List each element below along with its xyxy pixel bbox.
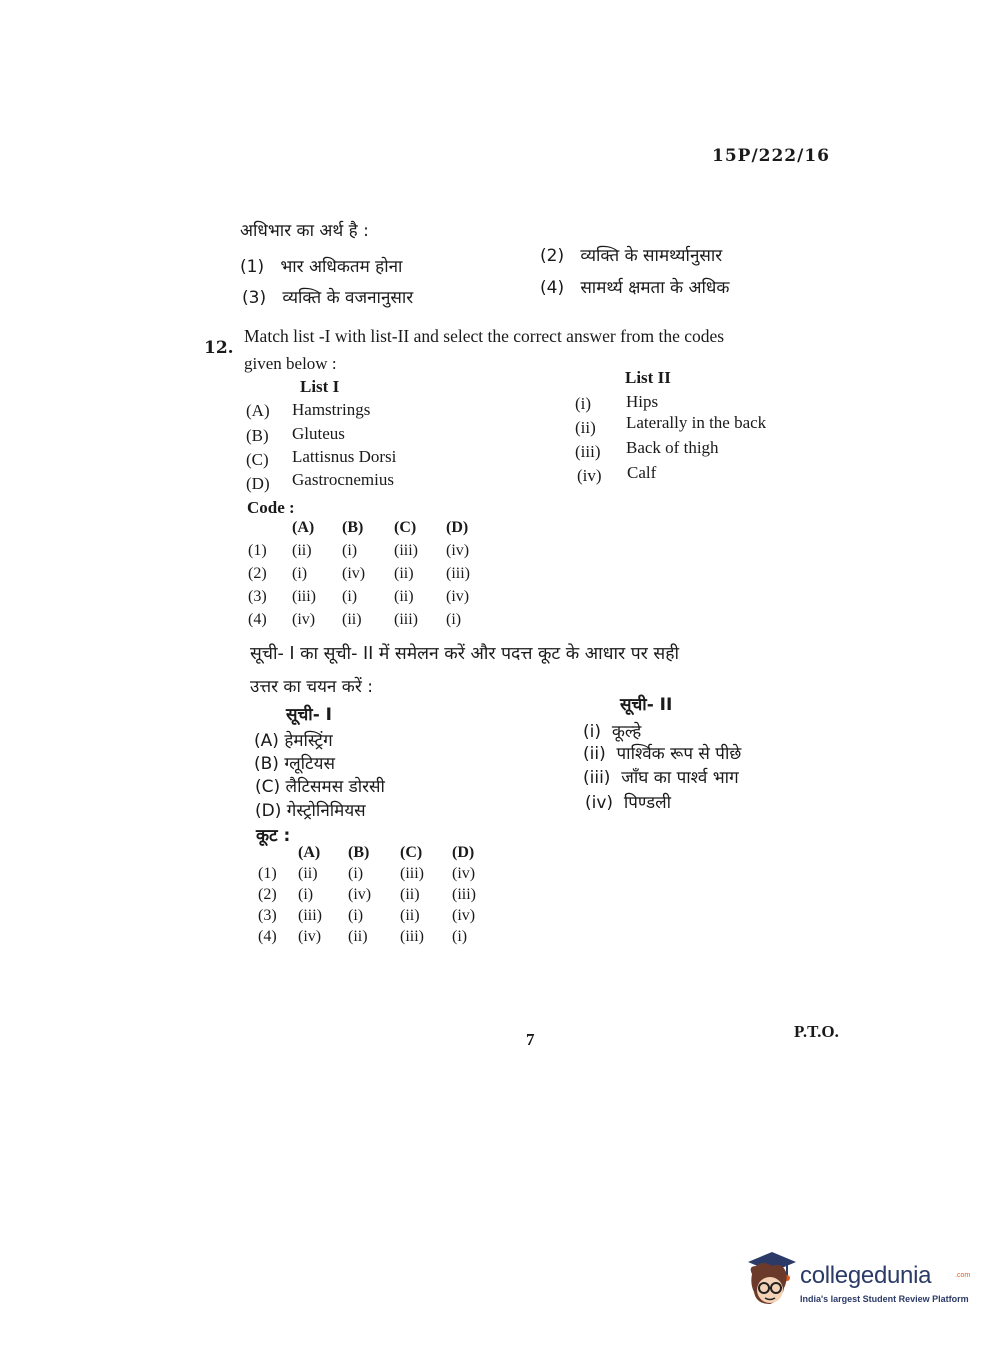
list1-item-text: Gluteus <box>292 424 345 443</box>
code-row-number: (4) <box>258 928 277 945</box>
option-text: व्यक्ति के सामर्थ्यानुसार <box>580 246 723 266</box>
q11-option-4 <box>540 275 729 298</box>
code-header: (A) <box>298 844 321 861</box>
q12-hindi-stem-line2: उत्तर का चयन करें : <box>250 677 373 697</box>
code-cell: (iv) <box>452 865 476 882</box>
hindi-list1-title: सूची- I <box>286 705 332 725</box>
paper-code: 15P/222/16 <box>712 146 831 166</box>
list2-item: (iv) <box>577 466 602 485</box>
pto-label: P.T.O. <box>794 1022 839 1041</box>
code-cell: (iv) <box>446 588 470 605</box>
list2-item-text: Calf <box>627 463 657 482</box>
q11-option-2 <box>540 243 722 266</box>
list1-item-text: Gastrocnemius <box>292 470 394 489</box>
code-header: (A) <box>292 519 315 536</box>
code-cell: (iii) <box>446 565 470 582</box>
option-number: (3) <box>242 288 267 308</box>
q12-stem-line2: given below : <box>244 354 337 373</box>
code-cell: (ii) <box>348 928 368 945</box>
code-cell: (iv) <box>292 611 316 628</box>
code-cell: (iv) <box>452 907 476 924</box>
code-cell: (iii) <box>394 611 418 628</box>
list2-item: (ii) <box>575 418 596 437</box>
list1-item-text: Lattisnus Dorsi <box>292 447 397 466</box>
code-header: (B) <box>342 519 364 536</box>
q11-option-3 <box>242 285 413 308</box>
code-cell: (i) <box>292 565 308 582</box>
code-cell: (i) <box>342 588 358 605</box>
hindi-list2-item: (iv) पिण्डली <box>585 793 672 813</box>
code-cell: (iv) <box>348 886 372 903</box>
code-table <box>248 519 486 629</box>
code-cell: (ii) <box>400 907 420 924</box>
code-cell: (i) <box>452 928 468 945</box>
code-cell: (iv) <box>446 542 470 559</box>
list1-item-text: Hamstrings <box>292 400 371 419</box>
code-row-number: (3) <box>248 588 267 605</box>
code-header: (C) <box>394 519 417 536</box>
code-cell: (ii) <box>394 588 414 605</box>
hindi-code-table <box>258 844 492 946</box>
hindi-list1-item: (D) गेस्ट्रोनिमियस <box>255 801 366 821</box>
code-cell: (ii) <box>400 886 420 903</box>
code-label: Code : <box>247 498 295 517</box>
hindi-list2-title: सूची- II <box>620 695 673 715</box>
code-cell: (i) <box>446 611 462 628</box>
code-header: (B) <box>348 844 370 861</box>
code-header: (D) <box>446 519 469 536</box>
code-cell: (ii) <box>394 565 414 582</box>
option-text: भार अधिकतम होना <box>280 257 403 277</box>
code-cell: (ii) <box>342 611 362 628</box>
code-cell: (ii) <box>298 865 318 882</box>
code-cell: (iv) <box>298 928 322 945</box>
code-cell: (i) <box>348 907 364 924</box>
question-number: 12. <box>204 338 234 358</box>
hindi-list2-item: (iii) जाँघ का पार्श्व भाग <box>583 768 739 788</box>
code-cell: (i) <box>342 542 358 559</box>
list2-item-text: Hips <box>626 392 659 411</box>
list1-item: (C) <box>246 450 269 469</box>
code-cell: (iii) <box>394 542 418 559</box>
hindi-list2-item: (i) कूल्हे <box>583 722 642 742</box>
q12-stem-line1: Match list -I with list-II and select the correct answer from the codes <box>244 326 725 346</box>
code-cell: (ii) <box>292 542 312 559</box>
code-cell: (iii) <box>452 886 476 903</box>
hindi-list2-item: (ii) पार्श्विक रूप से पीछे <box>583 744 742 764</box>
list1-item: (B) <box>246 426 269 445</box>
code-cell: (iv) <box>342 565 366 582</box>
code-cell: (iii) <box>292 588 316 605</box>
brand-suffix: .com <box>955 1272 971 1279</box>
list1-item: (A) <box>246 401 270 420</box>
list1-title: List I <box>300 377 340 396</box>
code-cell: (iii) <box>400 928 424 945</box>
collegedunia-logo <box>742 1248 972 1318</box>
page-number: 7 <box>526 1030 535 1049</box>
list2-title: List II <box>625 368 671 387</box>
list2-item: (i) <box>575 394 592 413</box>
code-row-number: (4) <box>248 611 267 628</box>
code-row-number: (2) <box>248 565 267 582</box>
code-header: (D) <box>452 844 475 861</box>
option-number: (2) <box>540 246 565 266</box>
code-cell: (i) <box>348 865 364 882</box>
option-number: (1) <box>240 257 265 277</box>
q11-hindi-stem: अधिभार का अर्थ है : <box>240 221 369 241</box>
list2-item: (iii) <box>575 442 601 461</box>
code-row-number: (2) <box>258 886 277 903</box>
option-text: व्यक्ति के वजनानुसार <box>282 288 414 308</box>
hindi-list1-item: (A) हेमस्ट्रिंग <box>254 731 333 751</box>
code-row-number: (3) <box>258 907 277 924</box>
hindi-list1-item: (B) ग्लूटियस <box>254 754 335 774</box>
q11-option-1 <box>240 254 402 277</box>
hindi-list1-item: (C) लैटिसमस डोरसी <box>255 777 385 797</box>
mascot-icon <box>742 1248 798 1310</box>
option-text: सामर्थ्य क्षमता के अधिक <box>580 278 730 298</box>
option-number: (4) <box>540 278 565 298</box>
list2-item-text: Back of thigh <box>626 438 719 457</box>
q12-hindi-stem-line1: सूची- I का सूची- II में समेलन करें और पदत्त कूट के आधार पर सही <box>250 644 680 664</box>
code-row-number: (1) <box>258 865 277 882</box>
code-cell: (iii) <box>400 865 424 882</box>
brand-name: collegedunia <box>800 1262 932 1289</box>
hindi-code-label: कूट : <box>256 826 291 846</box>
code-header: (C) <box>400 844 423 861</box>
brand-tagline: India's largest Student Review Platform <box>800 1294 969 1304</box>
list2-item-text: Laterally in the back <box>626 413 767 432</box>
code-row-number: (1) <box>248 542 267 559</box>
code-cell: (iii) <box>298 907 322 924</box>
list1-item: (D) <box>246 474 270 493</box>
code-cell: (i) <box>298 886 314 903</box>
